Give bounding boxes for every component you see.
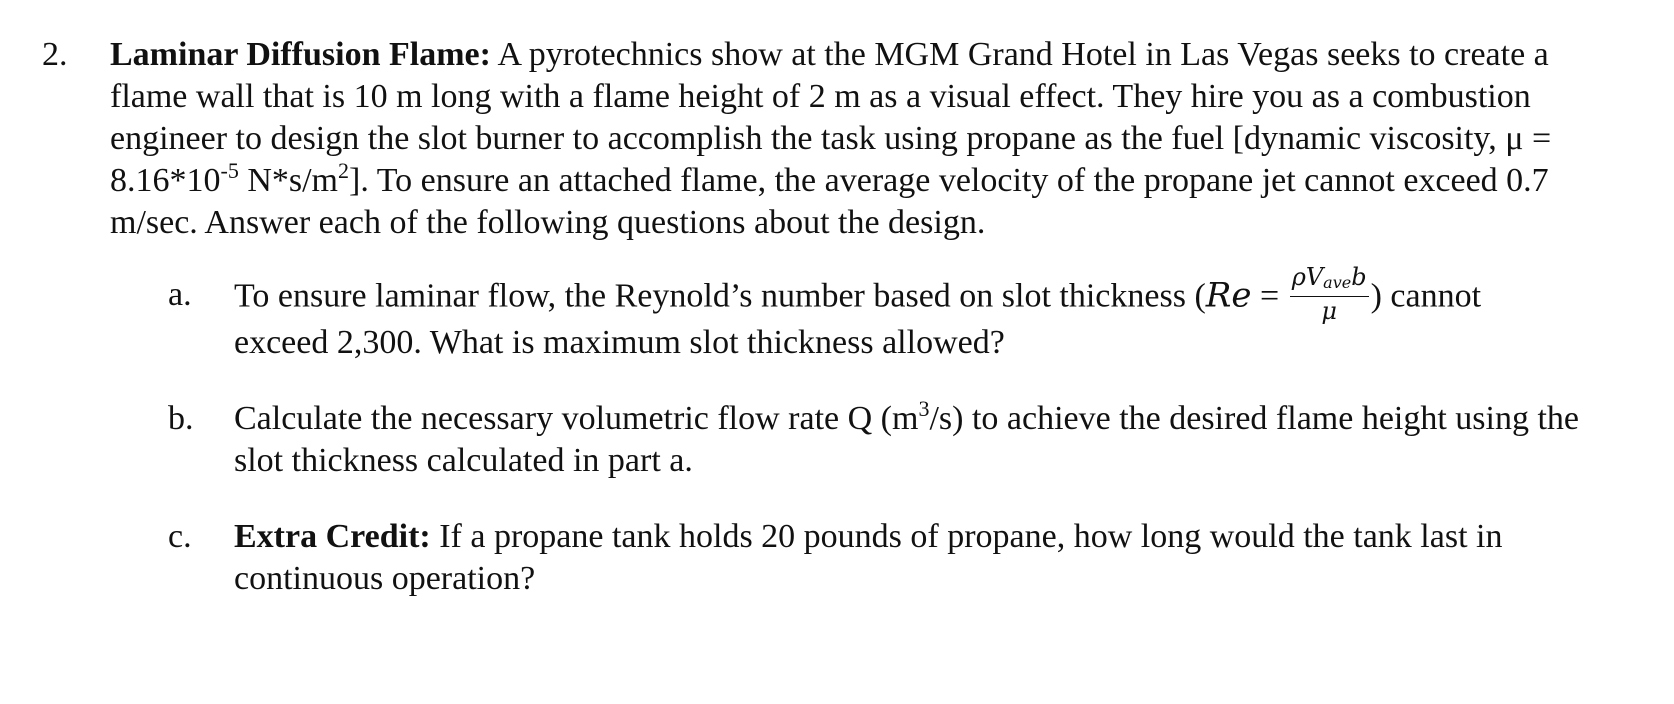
- problem-statement: [110, 34, 1674, 244]
- question-b-line-1: [234, 398, 1644, 440]
- question-b-label: b.: [168, 400, 194, 437]
- numerator-rho-v: ρV: [1291, 263, 1324, 291]
- cubic-exponent: 3: [918, 396, 930, 421]
- reynolds-symbol: Re: [1205, 275, 1252, 316]
- question-c-line-2: continuous operation?: [234, 560, 536, 597]
- question-c-text: [234, 516, 1644, 600]
- question-b-line-2: slot thickness calculated in part a.: [234, 442, 693, 479]
- problem-line-3: engineer to design the slot burner to accomplish the task using propane as the fuel [dynamic viscosity, μ =: [110, 120, 1552, 157]
- numerator-b: b: [1351, 263, 1367, 291]
- question-b-text: [234, 398, 1644, 482]
- equals-sign: =: [1251, 277, 1288, 315]
- problem-line-1-text: A pyrotechnics show at the MGM Grand Hotel in Las Vegas seeks to create a: [490, 36, 1549, 73]
- question-a-text-before: To ensure laminar flow, the Reynold’s number based on slot thickness (: [234, 277, 1206, 315]
- problem-number: 2.: [42, 36, 68, 73]
- question-c-label: c.: [168, 518, 192, 555]
- question-b-text-b: /s) to achieve the desired flame height using the: [929, 400, 1580, 437]
- viscosity-value: 8.16*10: [110, 162, 221, 199]
- problem-title: Laminar Diffusion Flame:: [110, 36, 491, 73]
- question-c-line-1: [234, 516, 1644, 558]
- fraction-denominator: μ: [1321, 297, 1337, 325]
- question-a-line-1: [234, 263, 1644, 325]
- problem-line-4: [110, 160, 1674, 202]
- question-a-label: a.: [168, 276, 192, 313]
- problem-line-4-text: ]. To ensure an attached flame, the average velocity of the propane jet cannot exceed 0.7: [349, 162, 1549, 199]
- viscosity-unit: N*s/m: [238, 162, 339, 199]
- question-b-text-a: Calculate the necessary volumetric flow rate Q (m: [234, 400, 919, 437]
- question-a-text-after: ) cannot: [1370, 277, 1482, 315]
- problem-line-2: flame wall that is 10 m long with a flame height of 2 m as a visual effect. They hire you as a combustion: [110, 78, 1531, 115]
- fraction-numerator: [1290, 264, 1369, 297]
- extra-credit-label: Extra Credit:: [234, 518, 431, 555]
- question-a-line-2: exceed 2,300. What is maximum slot thickness allowed?: [234, 324, 1005, 361]
- question-a-text: [234, 263, 1644, 364]
- question-c-text-rest: If a propane tank holds 20 pounds of propane, how long would the tank last in: [430, 518, 1503, 555]
- viscosity-unit-exponent: 2: [338, 158, 350, 183]
- problem-line-1: [110, 34, 1674, 76]
- numerator-subscript: ave: [1323, 273, 1352, 292]
- viscosity-exponent: -5: [220, 158, 239, 183]
- reynolds-fraction: [1290, 264, 1369, 325]
- problem-line-5: m/sec. Answer each of the following questions about the design.: [110, 204, 986, 241]
